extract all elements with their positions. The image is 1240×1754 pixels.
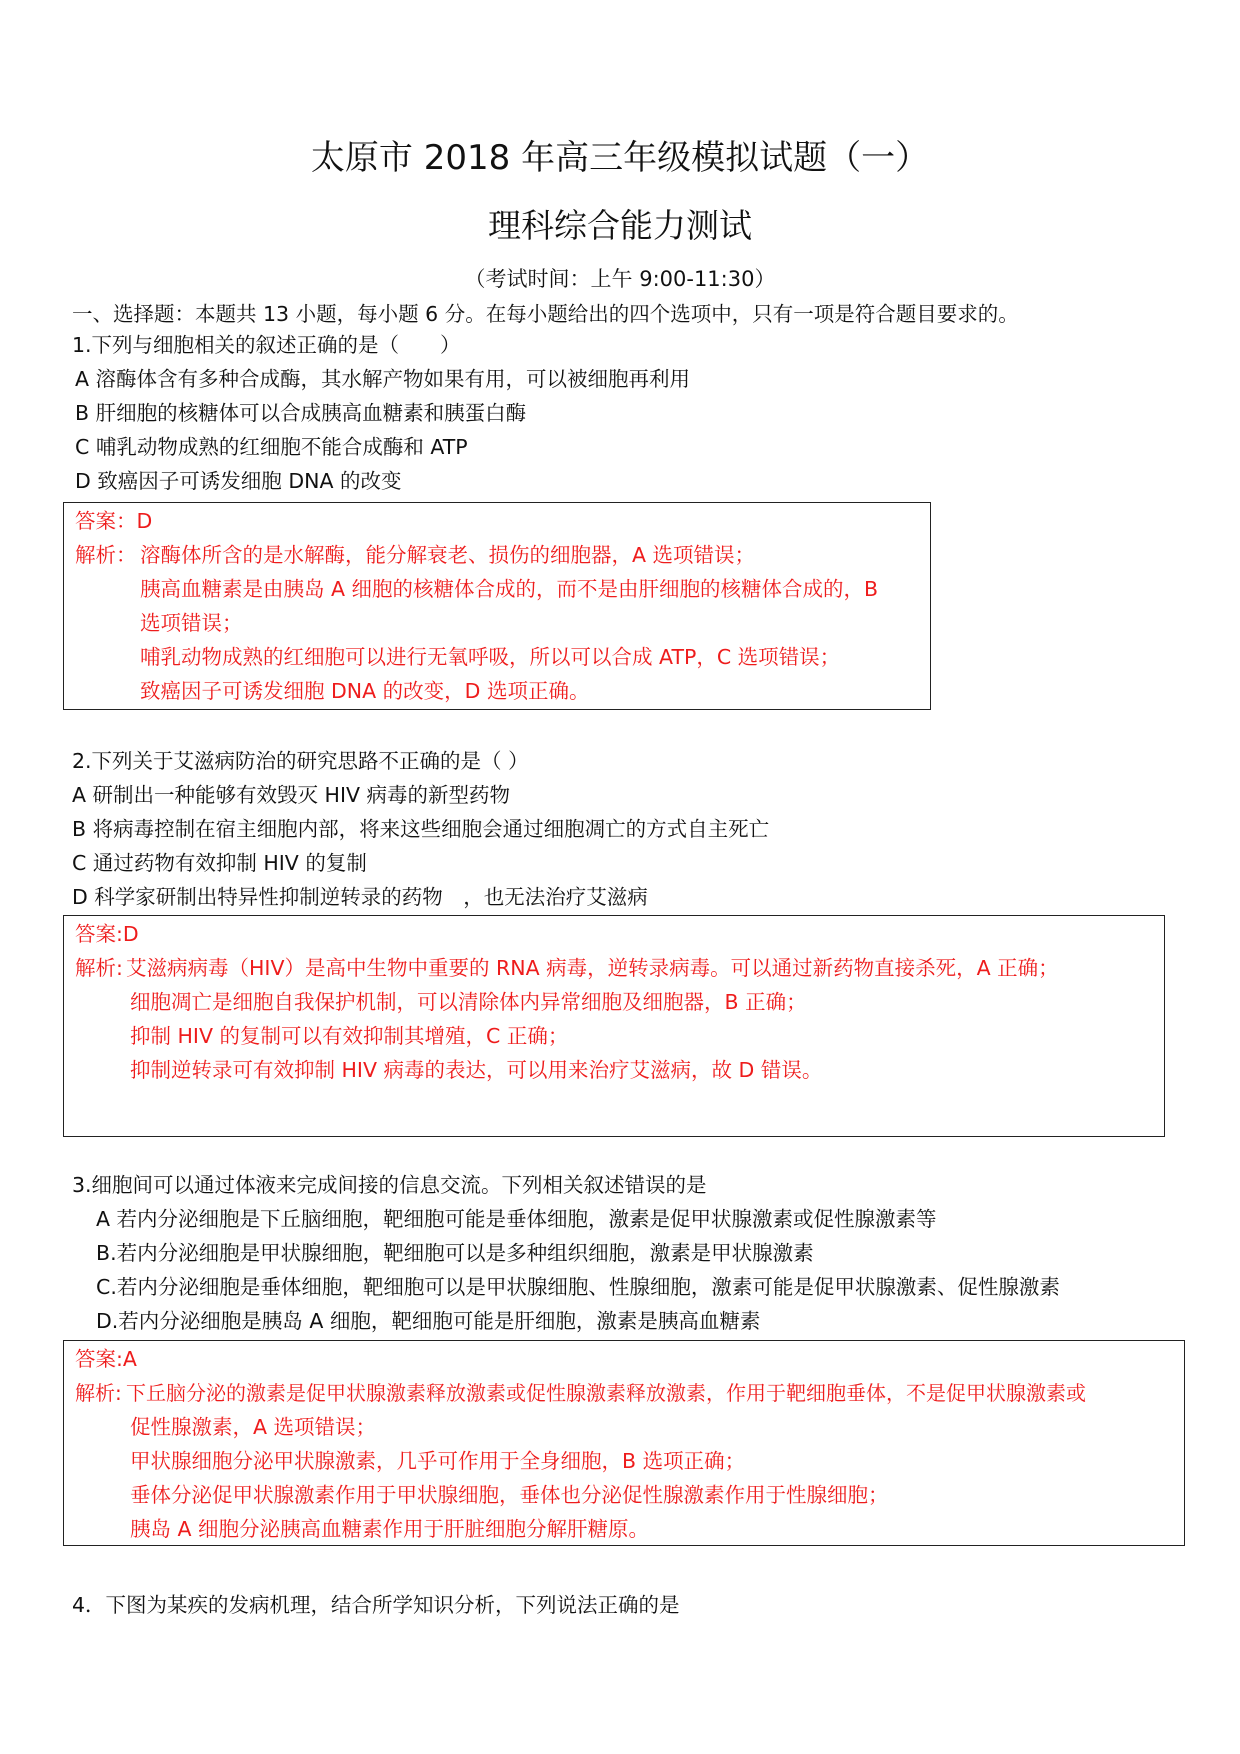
q2-option-a: A 研制出一种能够有效毁灭 HIV 病毒的新型药物 — [72, 783, 511, 807]
q2-option-d: D 科学家研制出特异性抑制逆转录的药物 ，也无法治疗艾滋病 — [72, 885, 648, 909]
page-title: 太原市 2018 年高三年级模拟试题（一） — [310, 138, 930, 178]
q1-analysis-line: 选项错误； — [140, 611, 243, 635]
q1-analysis-label: 解析： — [75, 543, 137, 567]
q1-option-b: B 肝细胞的核糖体可以合成胰高血糖素和胰蛋白酶 — [75, 401, 527, 425]
page-subtitle: 理科综合能力测试 — [488, 206, 752, 245]
q2-analysis-line: 细胞凋亡是细胞自我保护机制，可以清除体内异常细胞及细胞器，B 正确； — [130, 990, 807, 1014]
q3-option-c: C.若内分泌细胞是垂体细胞，靶细胞可以是甲状腺细胞、性腺细胞，激素可能是促甲状腺激素、促性腺激素 — [96, 1275, 1060, 1299]
q1-option-a: A 溶酶体含有多种合成酶，其水解产物如果有用，可以被细胞再利用 — [75, 367, 691, 391]
q3-stem: 3.细胞间可以通过体液来完成间接的信息交流。下列相关叙述错误的是 — [72, 1173, 707, 1197]
q3-answer: 答案:A — [75, 1347, 137, 1371]
section-intro: 一、选择题：本题共 13 小题，每小题 6 分。在每小题给出的四个选项中，只有一项是符合题目要求的。 — [72, 302, 1019, 326]
q2-analysis-line: 抑制 HIV 的复制可以有效抑制其增殖，C 正确； — [130, 1024, 569, 1048]
q3-analysis-line: 甲状腺细胞分泌甲状腺激素，几乎可作用于全身细胞，B 选项正确； — [130, 1449, 746, 1473]
q2-stem: 2.下列关于艾滋病防治的研究思路不正确的是（ ） — [72, 749, 529, 773]
q3-analysis-line: 胰岛 A 细胞分泌胰高血糖素作用于肝脏细胞分解肝糖原。 — [130, 1517, 650, 1541]
q3-analysis-label: 解析: — [75, 1381, 122, 1405]
q2-analysis-line: 艾滋病病毒（HIV）是高中生物中重要的 RNA 病毒，逆转录病毒。可以通过新药物直接杀死，A 正确； — [126, 956, 1059, 980]
q2-answer: 答案:D — [75, 922, 139, 946]
q2-option-b: B 将病毒控制在宿主细胞内部，将来这些细胞会通过细胞凋亡的方式自主死亡 — [72, 817, 770, 841]
q4-stem: 4．下图为某疾的发病机理，结合所学知识分析，下列说法正确的是 — [72, 1593, 680, 1617]
q1-analysis-line: 哺乳动物成熟的红细胞可以进行无氧呼吸，所以可以合成 ATP，C 选项错误； — [140, 645, 841, 669]
q2-option-c: C 通过药物有效抑制 HIV 的复制 — [72, 851, 367, 875]
q1-option-c: C 哺乳动物成熟的红细胞不能合成酶和 ATP — [75, 435, 468, 459]
q1-analysis-line: 溶酶体所含的是水解酶，能分解衰老、损伤的细胞器，A 选项错误； — [140, 543, 756, 567]
q1-answer: 答案：D — [75, 509, 153, 533]
q3-option-a: A 若内分泌细胞是下丘脑细胞，靶细胞可能是垂体细胞，激素是促甲状腺激素或促性腺激素等 — [96, 1207, 937, 1231]
q2-analysis-label: 解析: — [75, 956, 123, 980]
q1-analysis-line: 致癌因子可诱发细胞 DNA 的改变，D 选项正确。 — [140, 679, 590, 703]
q3-option-d: D.若内分泌细胞是胰岛 A 细胞，靶细胞可能是肝细胞，激素是胰高血糖素 — [96, 1309, 761, 1333]
q3-option-b: B.若内分泌细胞是甲状腺细胞，靶细胞可以是多种组织细胞，激素是甲状腺激素 — [96, 1241, 814, 1265]
q3-analysis-line: 垂体分泌促甲状腺激素作用于甲状腺细胞，垂体也分泌促性腺激素作用于性腺细胞； — [130, 1483, 889, 1507]
q3-analysis-line: 促性腺激素，A 选项错误； — [130, 1415, 377, 1439]
q2-analysis-line: 抑制逆转录可有效抑制 HIV 病毒的表达，可以用来治疗艾滋病，故 D 错误。 — [130, 1058, 823, 1082]
q1-stem: 1.下列与细胞相关的叙述正确的是（ ） — [72, 333, 461, 357]
q3-analysis-line: 下丘脑分泌的激素是促甲状腺激素释放激素或促性腺激素释放激素，作用于靶细胞垂体，不是促甲状腺激素或 — [126, 1381, 1086, 1405]
q1-option-d: D 致癌因子可诱发细胞 DNA 的改变 — [75, 469, 402, 493]
q1-analysis-line: 胰高血糖素是由胰岛 A 细胞的核糖体合成的，而不是由肝细胞的核糖体合成的，B — [140, 577, 879, 601]
exam-time: （考试时间：上午 9:00-11:30） — [464, 267, 776, 291]
